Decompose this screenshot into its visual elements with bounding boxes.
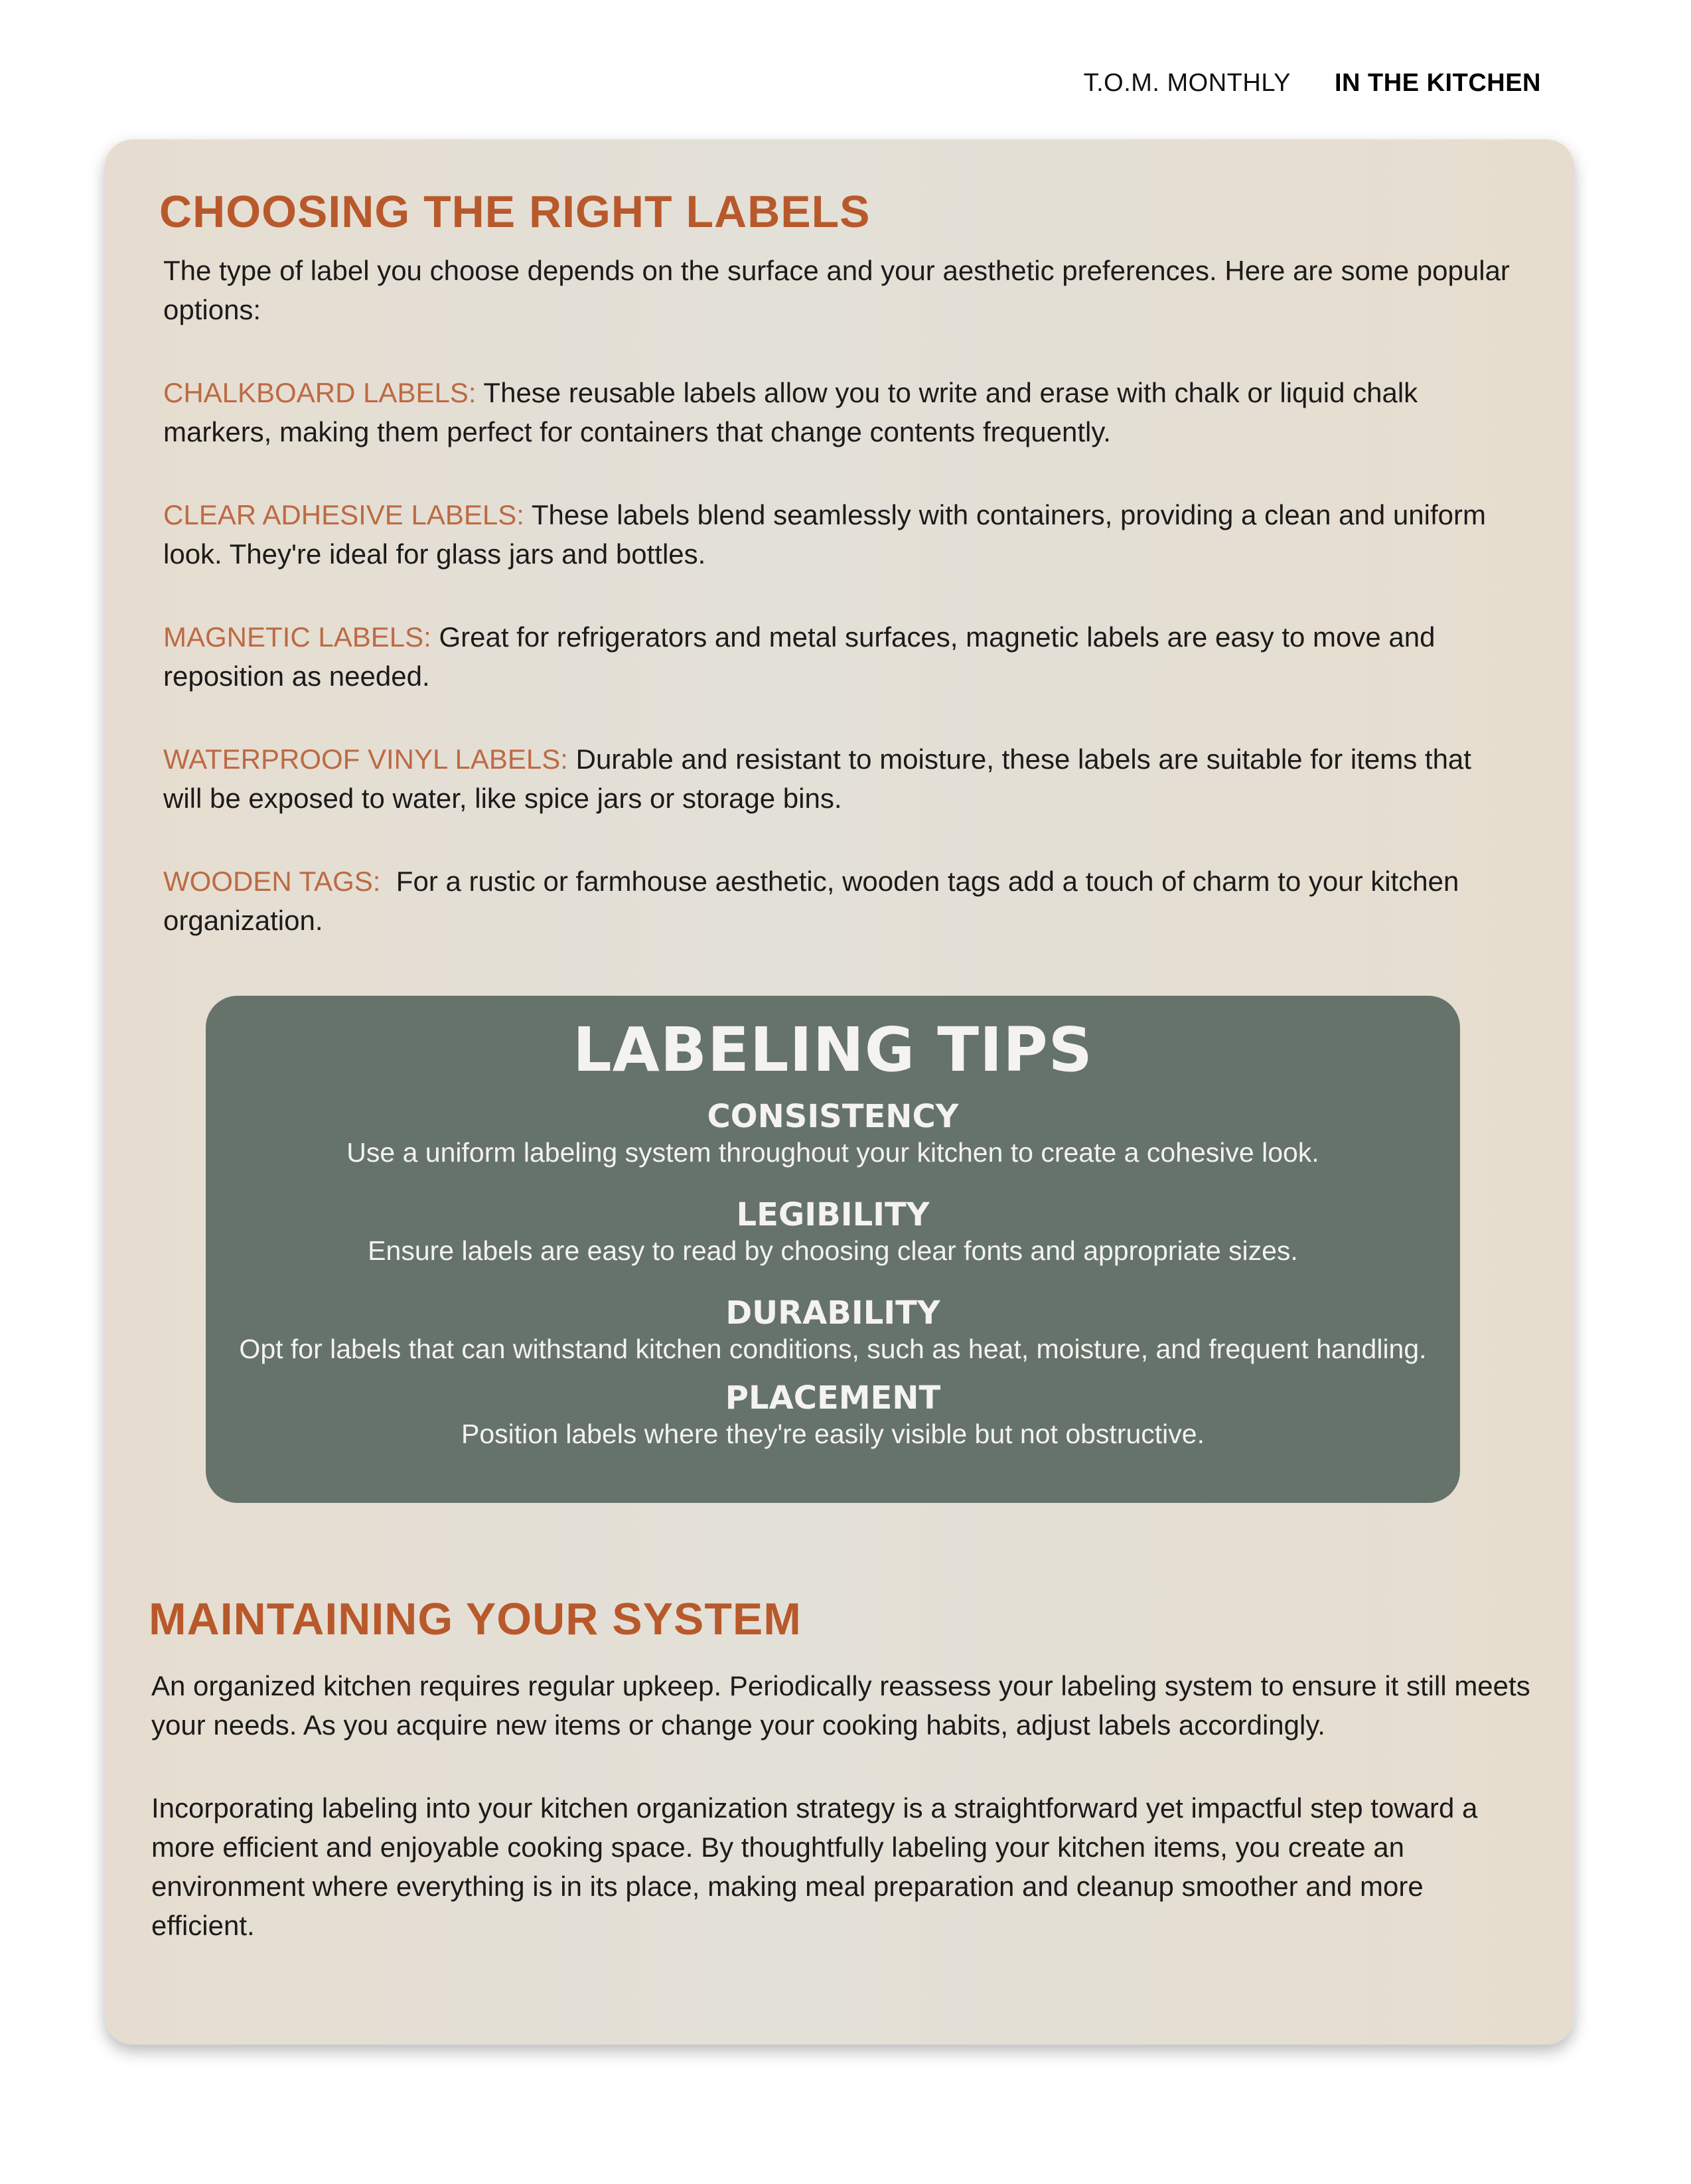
article-card <box>105 139 1574 2045</box>
label-description: For a rustic or farmhouse aesthetic, wooden tags add a touch of charm to your kitchen organization. <box>163 866 1467 936</box>
label-term: CHALKBOARD LABELS: <box>163 377 477 408</box>
tip-text: Ensure labels are easy to read by choosing clear fonts and appropriate sizes. <box>368 1235 1298 1266</box>
section-name: IN THE KITCHEN <box>1335 69 1541 97</box>
tip-heading: PLACEMENT <box>725 1379 941 1417</box>
maintaining-paragraph-2: Incorporating labeling into your kitchen organization strategy is a straightforward yet impactful step toward a more efficient and enjoyable cooking space. By thoughtfully labeling your kitchen items, you create an environment where everything is in its place, making meal preparation and cleanup smoother and more efficient. <box>151 1792 1478 1941</box>
tip-text: Opt for labels that can withstand kitchen conditions, such as heat, moisture, and frequent handling. <box>239 1334 1427 1364</box>
choosing-labels-heading: CHOOSING THE RIGHT LABELS <box>159 187 871 237</box>
label-description: Great for refrigerators and metal surfaces, magnetic labels are easy to move and reposition as needed. <box>163 621 1435 692</box>
label-option-magnetic <box>163 617 1517 696</box>
tip-heading: CONSISTENCY <box>707 1098 959 1135</box>
tip-text: Use a uniform labeling system throughout your kitchen to create a cohesive look. <box>346 1137 1319 1168</box>
label-option-wooden-tags <box>163 862 1517 940</box>
label-description: Durable and resistant to moisture, these labels are suitable for items that will be exposed to water, like spice jars or storage bins. <box>163 743 1471 814</box>
label-option-waterproof-vinyl <box>163 740 1517 818</box>
tip-text: Position labels where they're easily visible but not obstructive. <box>461 1419 1205 1449</box>
label-term: CLEAR ADHESIVE LABELS: <box>163 499 524 530</box>
choosing-intro: The type of label you choose depends on the surface and your aesthetic preferences. Here are some popular options: <box>163 255 1510 325</box>
choosing-labels-section <box>163 251 1517 984</box>
running-header <box>1084 69 1541 98</box>
maintaining-system-heading: MAINTAINING YOUR SYSTEM <box>149 1594 802 1644</box>
label-description: These reusable labels allow you to write and erase with chalk or liquid chalk markers, making them perfect for containers that change contents frequently. <box>163 377 1418 447</box>
publication-name: T.O.M. MONTHLY <box>1083 69 1291 97</box>
tip-durability <box>206 1294 1460 1366</box>
labeling-tips-box <box>206 996 1460 1503</box>
tip-placement <box>206 1379 1460 1451</box>
tip-heading: LEGIBILITY <box>736 1196 930 1233</box>
tip-heading: DURABILITY <box>725 1294 940 1332</box>
label-term: MAGNETIC LABELS: <box>163 621 431 653</box>
maintaining-paragraph-1: An organized kitchen requires regular upkeep. Periodically reassess your labeling system to ensure it still meets your needs. As you acquire new items or change your cooking habits, adjust labels accordingly. <box>151 1670 1530 1741</box>
label-option-chalkboard <box>163 373 1517 451</box>
label-term: WOODEN TAGS: <box>163 866 381 897</box>
tip-consistency <box>206 1098 1460 1170</box>
tip-legibility <box>206 1196 1460 1268</box>
label-option-clear-adhesive <box>163 495 1517 574</box>
labeling-tips-title: LABELING TIPS <box>573 1014 1093 1085</box>
maintaining-system-section <box>151 1666 1532 1989</box>
label-description: These labels blend seamlessly with containers, providing a clean and uniform look. They're ideal for glass jars and bottles. <box>163 499 1486 570</box>
label-term: WATERPROOF VINYL LABELS: <box>163 743 568 775</box>
